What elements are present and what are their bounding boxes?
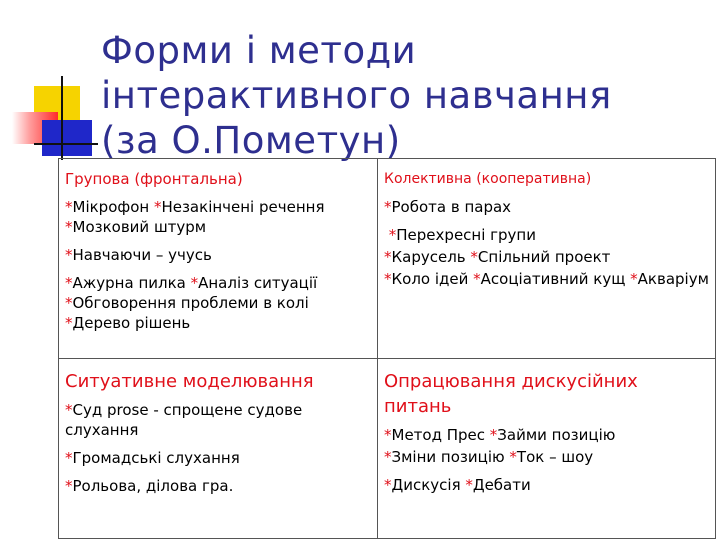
cell-line: *Коло ідей *Асоціативний кущ *Акваріум	[384, 270, 709, 288]
table-row	[59, 359, 716, 539]
cell-line: *Суд prose - спрощене судове слухання	[65, 401, 303, 439]
cell-heading: Колективна (кооперативна)	[384, 171, 592, 187]
cell-collective	[378, 159, 716, 359]
cell-line: *Робота в парах	[384, 198, 512, 216]
cell-line: *Карусель *Спільний проект	[384, 248, 611, 266]
cell-heading: Групова (фронтальна)	[65, 170, 243, 188]
cell-line: *Рольова, ділова гра.	[65, 477, 234, 495]
title-line-3: (за О.Пометун)	[101, 119, 401, 162]
decor-horizontal-line	[34, 143, 98, 145]
cell-line: *Зміни позицію *Ток – шоу	[384, 448, 594, 466]
cell-discussion	[378, 359, 716, 539]
methods-table	[58, 158, 716, 539]
cell-line: *Перехресні групи	[388, 226, 536, 244]
decor-blue-square	[42, 120, 92, 156]
cell-group	[59, 159, 378, 359]
cell-line: *Метод Прес *Займи позицію	[384, 426, 616, 444]
title-line-2: інтерактивного навчання	[101, 74, 612, 117]
title-line-1: Форми і методи	[101, 29, 417, 72]
cell-line: *Ажурна пилка *Аналіз ситуації *Обговорення проблеми в колі *Дерево рішень	[65, 274, 318, 332]
cell-situational	[59, 359, 378, 539]
cell-line: *Навчаючи – учусь	[65, 246, 212, 264]
decor-vertical-line	[61, 76, 63, 160]
cell-line: *Дискусія *Дебати	[384, 476, 531, 494]
cell-heading: Ситуативне моделювання	[65, 371, 314, 392]
cell-line: *Громадські слухання	[65, 449, 240, 467]
table-row	[59, 159, 716, 359]
cell-line: *Мікрофон *Незакінчені речення *Мозковий штурм	[65, 198, 325, 236]
cell-heading: Опрацювання дискусійних питань	[384, 371, 638, 417]
slide-title	[101, 28, 701, 163]
